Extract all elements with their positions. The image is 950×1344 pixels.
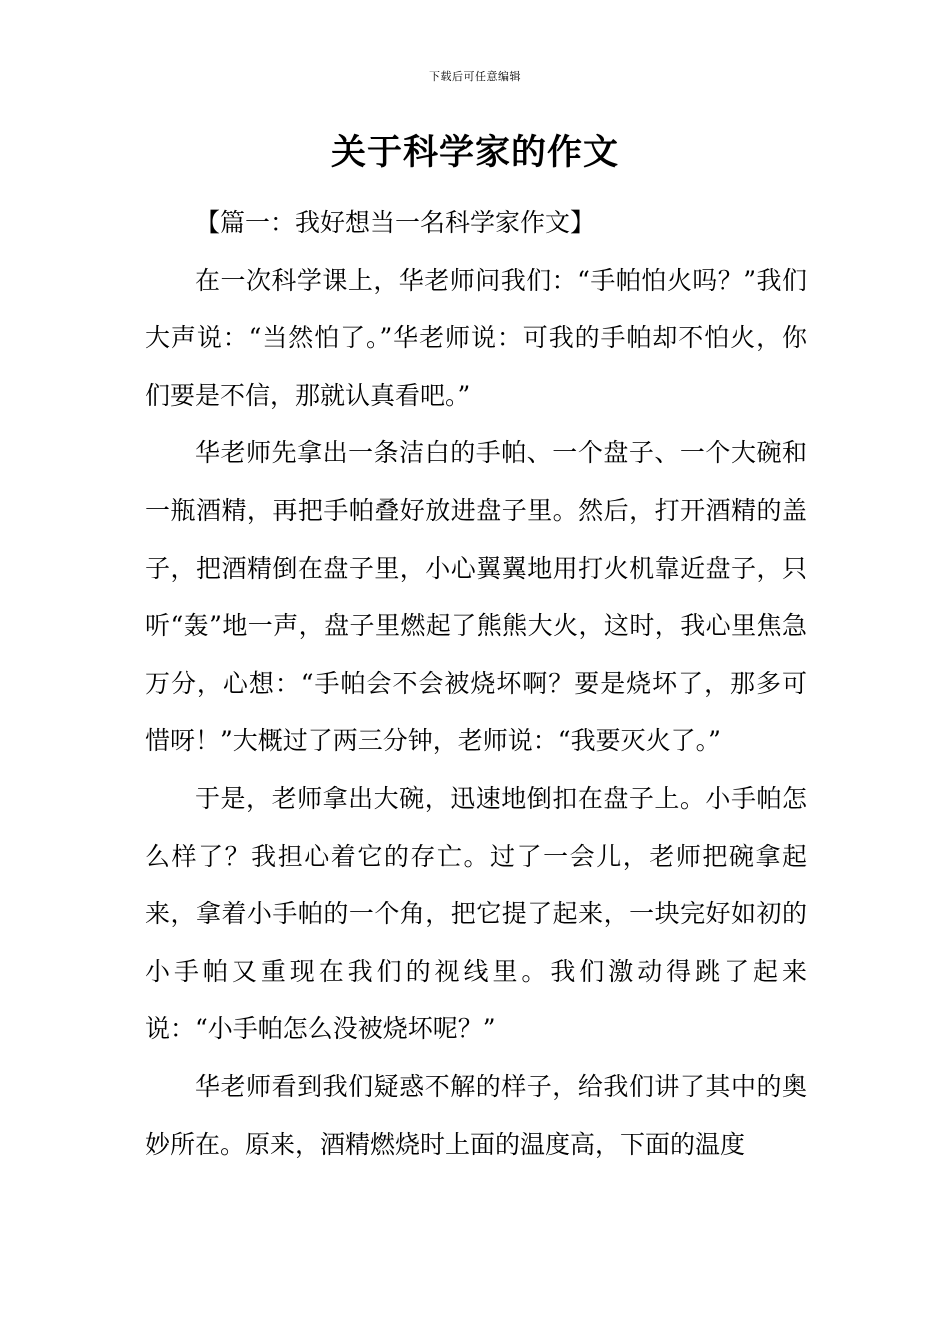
header-note: 下载后可任意编辑: [429, 70, 521, 83]
paragraph-2: 华老师先拿出一条洁白的手帕、一个盘子、一个大碗和一瓶酒精，再把手帕叠好放进盘子里。然后，打开酒精的盖子，把酒精倒在盘子里，小心翼翼地用打火机靠近盘子，只听“轰”地一声，盘子里燃起了熊熊大火，这时，我心里焦急万分，心想：“手帕会不会被烧坏啊？要是烧坏了，那多可惜呀！”大概过了两三分钟，老师说：“我要灭火了。”: [145, 438, 807, 756]
section-heading: 【篇一：我好想当一名科学家作文】: [195, 208, 596, 237]
paragraph-4: 华老师看到我们疑惑不解的样子，给我们讲了其中的奥妙所在。原来，酒精燃烧时上面的温度高，下面的温度: [145, 1071, 807, 1159]
paragraph-3: 于是，老师拿出大碗，迅速地倒扣在盘子上。小手帕怎么样了？我担心着它的存亡。过了一会儿，老师把碗拿起来，拿着小手帕的一个角，把它提了起来，一块完好如初的小手帕又重现在我们的视线里。我们激动得跳了起来说：“小手帕怎么没被烧坏呢？”: [145, 783, 807, 1044]
paragraph-1: 在一次科学课上，华老师问我们：“手帕怕火吗？”我们大声说：“当然怕了。”华老师说：可我的手帕却不怕火，你们要是不信，那就认真看吧。”: [145, 265, 807, 410]
document-body: [145, 194, 807, 1173]
document-title: 关于科学家的作文: [330, 133, 619, 173]
